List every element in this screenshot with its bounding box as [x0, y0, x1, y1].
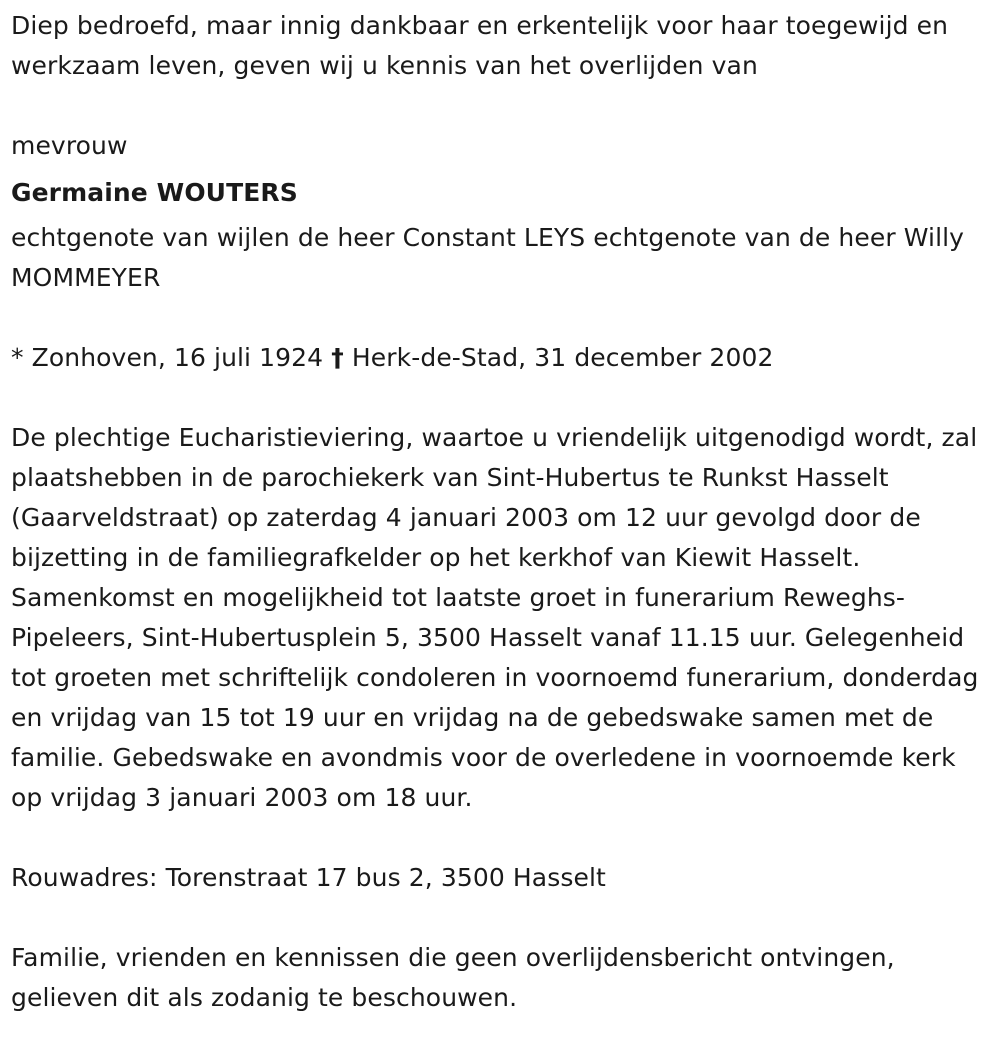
honorific: mevrouw	[11, 131, 128, 160]
death-info: Herk-de-Stad, 31 december 2002	[351, 343, 774, 372]
mourning-address: Rouwadres: Torenstraat 17 bus 2, 3500 Hasselt	[11, 863, 606, 892]
ceremony-text: De plechtige Eucharistieviering, waartoe u vriendelijk uitgenodigd wordt, zal plaatshebben in de parochiekerk van Sint-Hubertus te Runkst Hasselt (Gaarveldstraat) op zaterdag 4 januari 2003 om 12 uur gevolgd door de bijzetting in de familiegrafkelder op het kerkhof van Kiewit Hasselt. Samenkomst en mogelijkheid tot laatste groet in funerarium Reweghs-Pipeleers, Sint-Hubertusplein 5, 3500 Hasselt vanaf 11.15 uur. Gelegenheid tot groeten met schriftelijk condoleren in voornoemd funerarium, donderdag en vrijdag van 15 tot 19 uur en vrijdag na de gebedswake samen met de familie. Gebedswake en avondmis voor de overledene in voornoemde kerk op vrijdag 3 januari 2003 om 18 uur.	[11, 423, 979, 812]
death-notice	[11, 6, 993, 1018]
spacer	[11, 818, 993, 858]
spacer	[11, 898, 993, 938]
spacer	[11, 86, 993, 126]
intro-text: Diep bedroefd, maar innig dankbaar en erkentelijk voor haar toegewijd en werkzaam leven, geven wij u kennis van het overlijden van	[11, 11, 949, 80]
spacer	[11, 298, 993, 338]
life-dates	[11, 338, 993, 378]
birth-info: * Zonhoven, 16 juli 1924	[11, 343, 324, 372]
cross-icon: †	[331, 343, 344, 372]
spouses-text: echtgenote van wijlen de heer Constant LEYS echtgenote van de heer Willy MOMMEYER	[11, 223, 965, 292]
closing-text: Familie, vrienden en kennissen die geen overlijdensbericht ontvingen, gelieven dit als zodanig te beschouwen.	[11, 943, 895, 1012]
deceased-name: Germaine WOUTERS	[11, 178, 298, 207]
spacer	[11, 378, 993, 418]
